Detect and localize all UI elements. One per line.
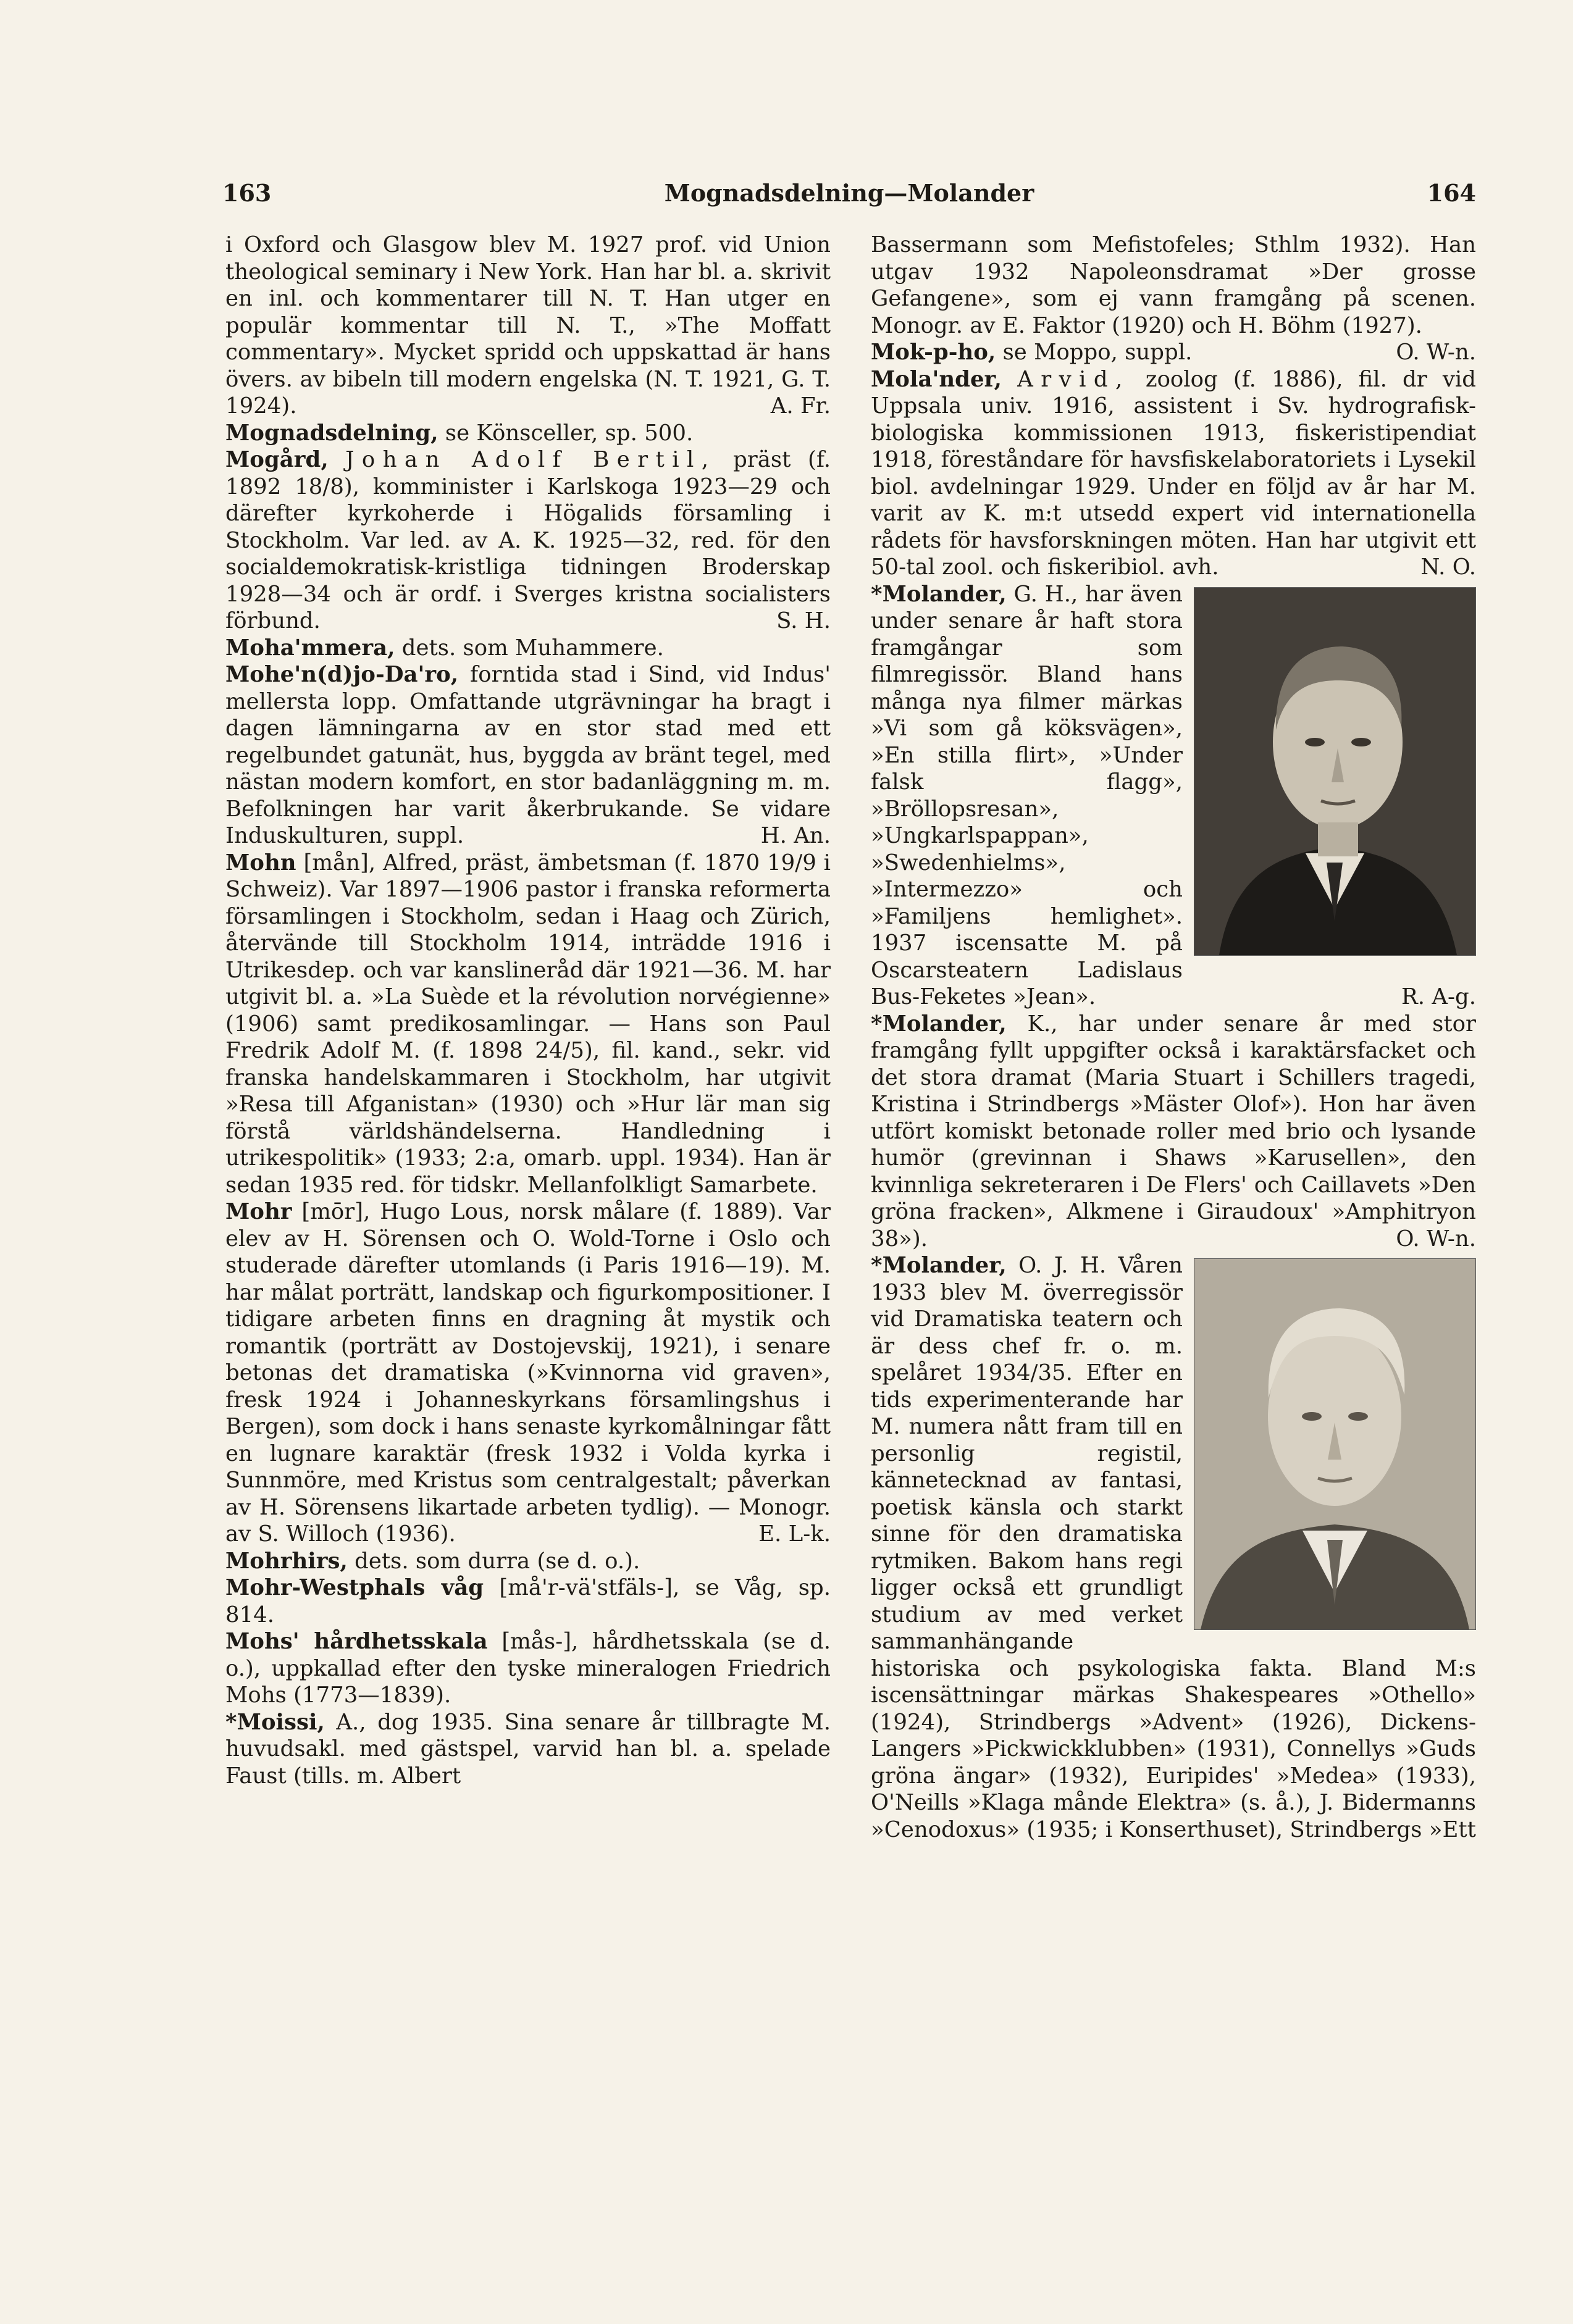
entry-mohr: Mohr [mōr], Hugo Lous, norsk målare (f. 1889). Var elev av H. Sörensen och O. Wold-Torne i Oslo och studerade därefter utomlands (i Paris 1916—19). M. har målat porträtt, landskap och figurkompositioner. I tidigare arbeten finns en dragning åt mystik och romantik (porträtt av Dostojevskij, 1921), i senare betonas det dramatiska (»Kvinnorna vid graven», fresk 1924 i Johanneskyrkans församlingshus i Bergen), som dock i hans senaste kyrkomålningar fått en lugnare karaktär (fresk 1932 i Volda kyrka i Sunnmöre, med Kristus som centralgestalt; påverkan av H. Sörensens likartade arbeten tydlig). — Monogr. av S. Willoch (1936). E. L-k. — [225, 1199, 831, 1547]
headword: *Molander, — [871, 581, 1007, 607]
signature: E. L-k. — [758, 1521, 831, 1547]
headword: Mohr-Westphals våg — [225, 1575, 484, 1600]
headword: Mola'nder, — [871, 366, 1002, 392]
column-left — [225, 232, 831, 1789]
running-title: Mognadsdelning—Molander — [664, 179, 1034, 207]
headword: *Molander, — [871, 1011, 1007, 1037]
headword: Mohe'n(d)jo-Da'ro, — [225, 662, 459, 687]
entry-molander-ojh: *Molander, O. J. H. Våren 1933 blev M. överregissör vid Dramatiska teatern och är dess chef fr. o. m. spelåret 1934/35. Efter en tids experimenterande har M. numera nått fram till en personlig registil, kännetecknad av fantasi, poetisk känsla och starkt sinne för den dramatiska rytmiken. Bakom hans regi ligger också ett grundligt studium av med verket sammanhängande historiska och psykologiska fakta. Bland M:s iscensättningar märkas Shakespeares »Othello» (1924), Strindbergs »Advent» (1926), Dickens-Langers »Pickwickklubben» (1931), Connellys »Guds gröna ängar» (1932), Euripides' »Medea» (1933), O'Neills »Klaga månde Elektra» (s. å.), J. Bidermanns »Cenodoxus» (1935; i Konserthuset), Strindbergs »Ett — [871, 1253, 1476, 1842]
signature: N. O. — [1420, 554, 1476, 580]
portrait-photo-gh-molander — [1194, 587, 1476, 956]
signature: H. An. — [760, 823, 831, 848]
headword: Moha'mmera, — [225, 635, 395, 661]
entry-mogard: Mogård, Johan Adolf Bertil, präst (f. 1892 18/8), komminister i Karlskoga 1923—29 och därefter kyrkoherde i Högalids församling i Stockholm. Var led. av A. K. 1925—32, red. för den socialdemokratisk-kristliga tidningen Broderskap 1928—34 och är ordf. i Sverges kristna socialisters förbund. S. H. — [225, 447, 831, 633]
running-header — [222, 179, 1476, 210]
entry-molander-gh: *Molander, G. H., har även under senare år haft stora framgångar som filmregissör. Bland hans många nya filmer märkas »Vi som gå köksvägen», »En stilla flirt», »Under falsk flagg», »Bröllopsresan», »Ungkarlspappan», »Swedenhielms», »Intermezzo» och »Familjens hemlighet». 1937 iscensatte M. på Oscarsteatern Ladislaus Bus-Feketes »Jean». R. A-g. — [871, 581, 1476, 1009]
entry-molander-arvid: Mola'nder, Arvid, zoolog (f. 1886), fil. dr vid Uppsala univ. 1916, assistent i Sv. hydrografisk-biologiska kommissionen 1913, fiskeristipendiat 1918, föreståndare för havsfiskelaboratoriets i Lysekil biol. avdelningar 1929. Under en följd av år har M. varit av K. m:t utsedd expert vid internationella rådets för havsforskningen möten. Han har utgivit ett 50-tal zool. och fiskeribiol. avh. N. O. — [871, 366, 1476, 580]
signature: R. A-g. — [1401, 984, 1476, 1009]
signature: A. Fr. — [770, 393, 831, 419]
headword: Mok-p-ho, — [871, 340, 996, 365]
headword: Mogård, — [225, 447, 329, 472]
headword: Mohs' hårdhetsskala — [225, 1629, 488, 1654]
portrait-illustration — [1194, 1259, 1475, 1629]
entry-mohr-westphals-vag: Mohr-Westphals våg [må'r-vä'stfäls-], se Våg, sp. 814. — [225, 1575, 831, 1628]
page-number-right: 164 — [1427, 179, 1476, 207]
headword: Mohr — [225, 1199, 292, 1224]
headword: Mohn — [225, 850, 296, 876]
headword: *Moissi, — [225, 1709, 325, 1735]
portrait-photo-ojh-molander — [1194, 1258, 1476, 1630]
page-number-left: 163 — [222, 179, 272, 207]
headword: *Molander, — [871, 1253, 1007, 1278]
entry-mognadsdelning: Mognadsdelning, se Könsceller, sp. 500. — [225, 420, 694, 446]
entry-molander-k: *Molander, K., har under senare år med stor framgång fyllt uppgifter också i karaktärsfacket och det stora dramat (Maria Stuart i Schillers tragedi, Kristina i Strindbergs »Mäster Olof»). Hon har även utfört komiskt betonade roller med brio och lysande humör (grevinnan i Shaws »Karusellen», den kvinnliga sekreteraren i De Flers' och Caillavets »Den gröna fracken», Alkmene i Giraudoux' »Amphitryon 38»). O. W-n. — [871, 1011, 1476, 1252]
entry-moffatt-continued: i Oxford och Glasgow blev M. 1927 prof. vid Union theological seminary i New York. Han har bl. a. skrivit en inl. och kommentarer till N. T. Han utger en populär kommentar till N. T., »The Moffatt commentary». Mycket spridd och uppskattad är hans övers. av bibeln till modern engelska (N. T. 1921, G. T. 1924). A. Fr. — [225, 232, 831, 419]
signature: S. H. — [776, 608, 831, 633]
entry-moissi: *Moissi, A., dog 1935. Sina senare år tillbragte M. huvudsakl. med gästspel, varvid han bl. a. spelade Faust (tills. m. Albert — [225, 1709, 831, 1789]
entry-mok-p-ho: Mok-p-ho, se Moppo, suppl. — [871, 340, 1193, 365]
headword: Mognadsdelning, — [225, 420, 438, 446]
entry-mohs-hardhetsskala: Mohs' hårdhetsskala [mås-], hårdhetsskala (se d. o.), uppkallad efter den tyske mineralogen Friedrich Mohs (1773—1839). — [225, 1629, 831, 1708]
signature: O. W-n. — [1396, 1226, 1476, 1252]
entry-mohenjo-daro: Mohe'n(d)jo-Da'ro, forntida stad i Sind, vid Indus' mellersta lopp. Omfattande utgrävningar ha bragt i dagen lämningarna av en stor stad med ett regelbundet gatunät, hus, byggda av bränt tegel, med nästan modern komfort, en stor badanläggning m. m. Befolkningen har varit åkerbrukande. Se vidare Induskulturen, suppl. H. An. — [225, 662, 831, 848]
entry-mohammera: Moha'mmera, dets. som Muhammere. — [225, 635, 664, 661]
entry-moissi-continued: Bassermann som Mefistofeles; Sthlm 1932). Han utgav 1932 Napoleonsdramat »Der grosse Gefangene», som ej vann framgång på scenen. Monogr. av E. Faktor (1920) och H. Böhm (1927). O. W-n. — [871, 232, 1476, 365]
portrait-illustration — [1194, 588, 1475, 955]
signature: O. W-n. — [1396, 340, 1476, 365]
column-right — [871, 232, 1476, 1843]
entry-mohn: Mohn [mån], Alfred, präst, ämbetsman (f. 1870 19/9 i Schweiz). Var 1897—1906 pastor i franska reformerta församlingen i Stockholm, sedan i Haag och Zürich, återvände till Stockholm 1914, inträdde 1916 i Utrikesdep. och var kanslineråd där 1921—36. M. har utgivit bl. a. »La Suède et la révolution norvégienne» (1906) samt predikosamlingar. — Hans son Paul Fredrik Adolf M. (f. 1898 24/5), fil. kand., sekr. vid franska handelskammaren i Stockholm, har utgivit »Resa till Afganistan» (1930) och »Hur lär man sig förstå världshändelserna. Handledning i utrikespolitik» (1933; 2:a, omarb. uppl. 1934). Han är sedan 1935 red. för tidskr. Mellanfolkligt Samarbete. — [225, 850, 831, 1198]
headword: Mohrhirs, — [225, 1548, 348, 1574]
entry-mohrhirs: Mohrhirs, dets. som durra (se d. o.). — [225, 1548, 640, 1574]
